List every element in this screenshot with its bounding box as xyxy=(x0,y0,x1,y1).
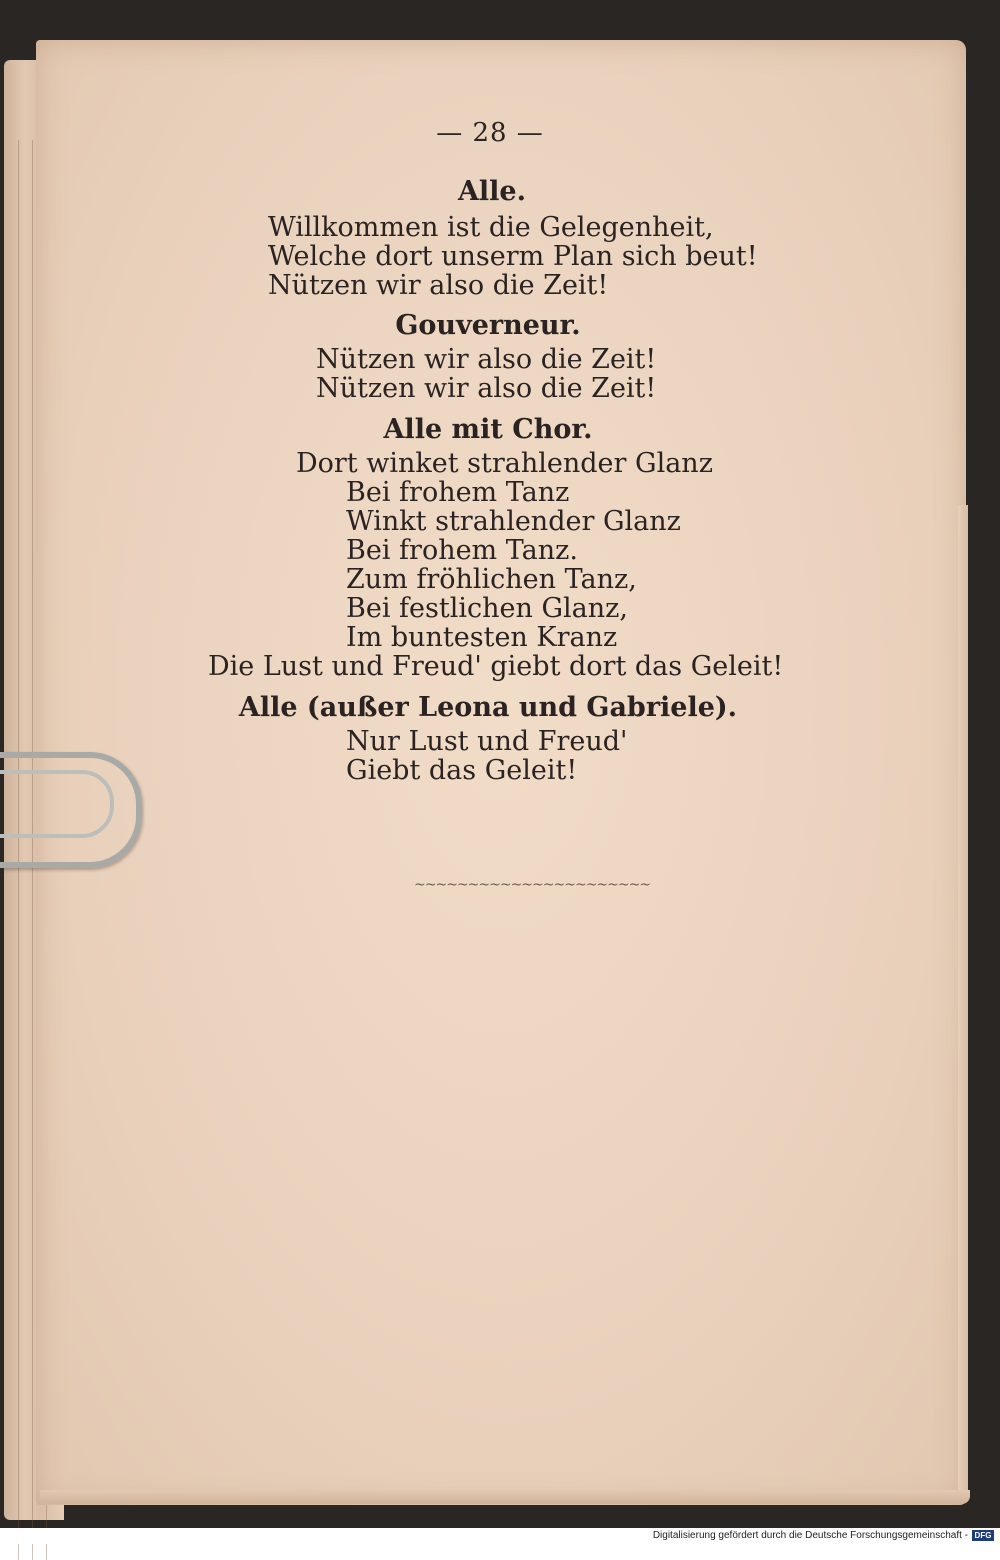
page-bottom-edge xyxy=(40,1490,970,1504)
verse-line: Bei frohem Tanz xyxy=(346,477,570,508)
speaker-heading: Alle (außer Leona und Gabriele). xyxy=(238,692,738,723)
verse-line: Nützen wir also die Zeit! xyxy=(268,270,609,301)
ornament-divider: ~~~~~~~~~~~~~~~~~~~~~~ xyxy=(414,877,651,893)
verse-line: Bei frohem Tanz. xyxy=(346,535,578,566)
verse-line: Welche dort unserm Plan sich beut! xyxy=(268,241,758,272)
verse-line: Bei festlichen Glanz, xyxy=(346,593,628,624)
paper-clip-icon xyxy=(0,752,142,868)
footer-credit: Digitalisierung gefördert durch die Deutsche Forschungsgemeinschaft - xyxy=(652,1530,968,1541)
verse-line: Winkt strahlender Glanz xyxy=(346,506,681,537)
verse-line: Dort winket strahlender Glanz xyxy=(296,448,713,479)
page-number: — 28 — xyxy=(436,118,544,148)
dfg-logo-icon: DFG xyxy=(972,1530,994,1541)
speaker-heading: Gouverneur. xyxy=(395,310,581,341)
verse-line: Giebt das Geleit! xyxy=(346,755,578,786)
verse-line: Zum fröhlichen Tanz, xyxy=(346,564,637,595)
speaker-heading: Alle. xyxy=(457,176,527,207)
verse-line: Nur Lust und Freud' xyxy=(346,726,628,757)
verse-line: Die Lust und Freud' giebt dort das Geleit! xyxy=(208,651,784,682)
speaker-heading: Alle mit Chor. xyxy=(383,414,593,445)
verse-line: Im buntesten Kranz xyxy=(346,622,618,653)
page-right-edge xyxy=(958,505,968,1495)
verse-line: Nützen wir also die Zeit! xyxy=(316,344,657,375)
verse-line: Nützen wir also die Zeit! xyxy=(316,373,657,404)
verse-line: Willkommen ist die Gelegenheit, xyxy=(268,212,714,243)
